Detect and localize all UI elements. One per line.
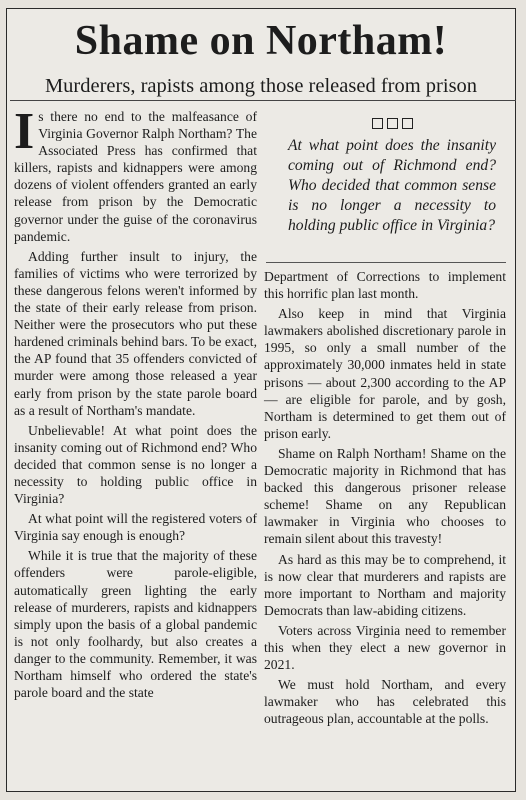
paragraph-5: While it is true that the majority of these offenders were parole-eligible, automatically green lighting the early release of murderers, rapists and kidnappers simply upon the basis of a global pandemic is not only foolhardy, but also creates a danger to the community. Remember, it was Northam himself who ordered the state's parole board and the state [14,548,257,701]
paragraph-2: Adding further insult to injury, the families of victims who were terrorized by these dangerous felons weren't informed by the state of their early release from prison. Neither were the prosecutors who put these hardened criminals behind bars. To be exact, the AP found that 35 offenders convicted of murder were among those released a year early from prison by the state parole board as a result of Northam's mandate. [14,248,257,418]
paragraph-6: Department of Corrections to implement this horrific plan last month. [264,269,506,302]
drop-cap: I [14,103,35,160]
headline: Shame on Northam! [74,18,448,64]
paragraph-3: Unbelievable! At what point does the insanity coming out of Richmond end? Who decided that common sense is no longer a necessity to holding public office in Virginia? [14,422,257,507]
paragraph-1 [14,103,257,245]
paragraph-4: At what point will the registered voters of Virginia say enough is enough? [14,511,257,544]
paragraph-10: Voters across Virginia need to remember this when they elect a new governor in 2021. [264,622,506,673]
header-rule [10,100,516,101]
pull-quote [288,112,496,236]
pull-quote-ornament [288,112,496,132]
paragraph-9: As hard as this may be to comprehend, it is now clear that murderers and rapists are more important to Northam and majority Democrats than law-abiding citizens. [264,551,506,618]
paragraph-11: We must hold Northam, and every lawmaker who has celebrated this outrageous plan, accountable at the polls. [264,677,506,727]
pull-quote-text: At what point does the insanity coming out of Richmond end? Who decided that common sense is no longer a necessity to holding public office in Virginia? [288,137,496,234]
column-separator [266,262,506,263]
right-column [264,268,506,727]
left-column [14,103,257,701]
paragraph-1-text: s there no end to the malfeasance of Virginia Governor Ralph Northam? The Associated Press has confirmed that killers, rapists and kidnappers were among dozens of violent offenders granted an early release from prison by the Democratic governor under the guise of the coronavirus pandemic. [14,109,257,244]
subheadline: Murderers, rapists among those released from prison [44,75,478,97]
paragraph-7: Also keep in mind that Virginia lawmakers abolished discretionary parole in 1995, so only a small number of the approximately 30,000 inmates held in state prisons — about 2,300 according to the AP — are eligible for parole, and by gosh, Northam is determined to get them out of prison early. [264,306,506,441]
paragraph-8: Shame on Ralph Northam! Shame on the Democratic majority in Richmond that has backed this dangerous prisoner release scheme! Shame on any Republican lawmaker in Virginia who chooses to remain silent about this travesty! [264,445,506,547]
